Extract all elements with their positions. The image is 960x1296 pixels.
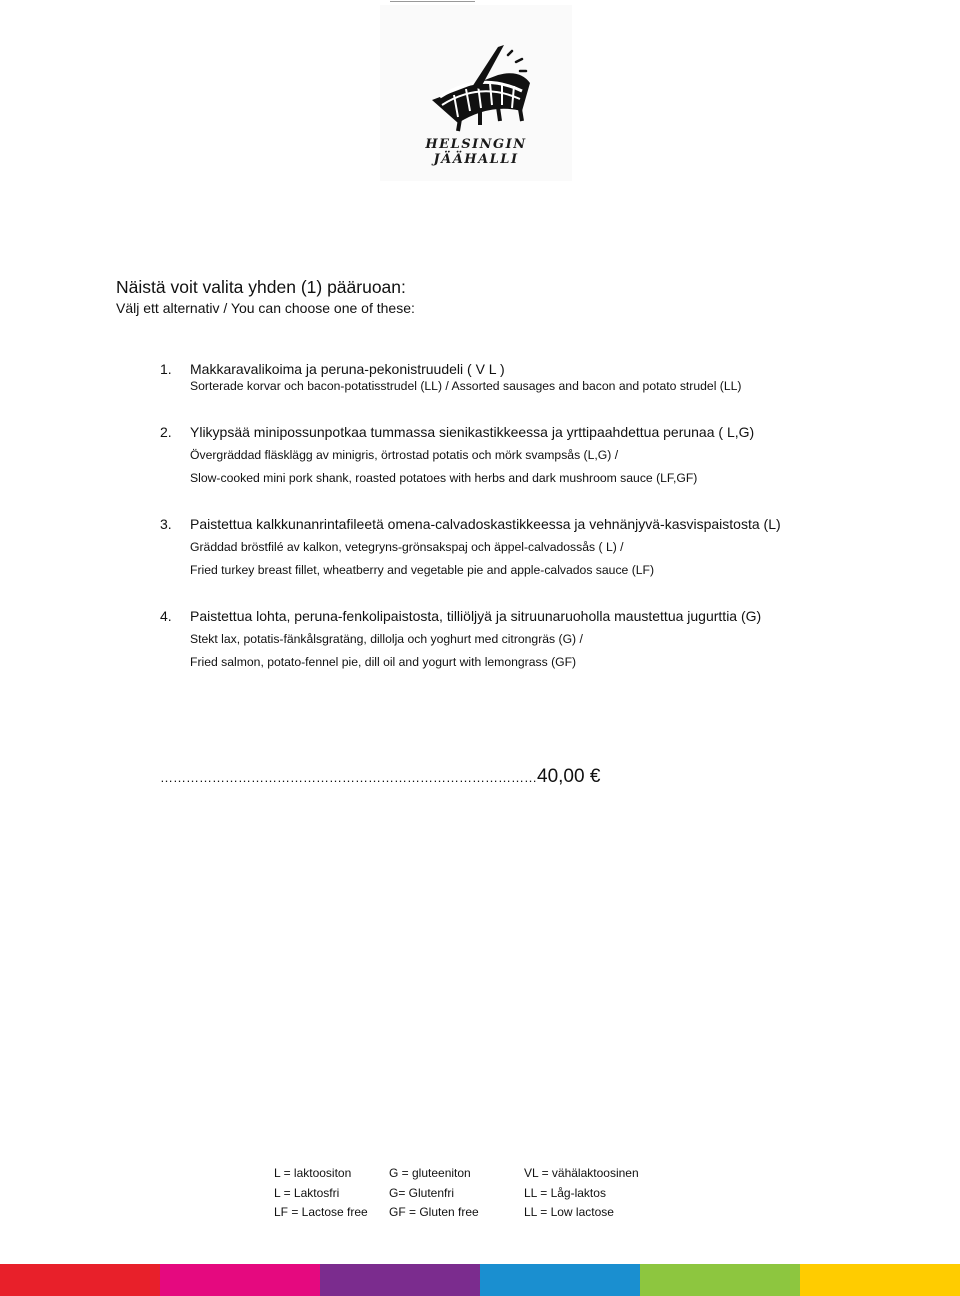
legend-entry: G = gluteeniton [389, 1166, 471, 1180]
item-translation: Övergräddad fläsklägg av minigris, örtrostad potatis och mörk svampsås (L,G) / [190, 448, 619, 462]
menu-heading: Näistä voit valita yhden (1) pääruoan: [116, 277, 406, 297]
item-translation: Fried turkey breast fillet, wheatberry and vegetable pie and apple-calvados sauce (LF) [190, 563, 655, 577]
item-title: Paistettua lohta, peruna-fenkolipaistosta, tilliöljyä ja sitruunaruoholla maustettua jugurttia (G) [190, 608, 762, 624]
top-rule [390, 1, 475, 2]
legend-entry: L = laktoositon [274, 1166, 352, 1180]
footer-color-stripe [320, 1264, 480, 1296]
footer-color-bar [0, 1264, 960, 1296]
legend-entry: LF = Lactose free [274, 1205, 368, 1219]
price-line [160, 766, 600, 788]
logo [380, 5, 572, 181]
price-leader-dots: …………………………………………………………………………… [160, 770, 537, 785]
item-translation: Sorterade korvar och bacon-potatisstrudel (LL) / Assorted sausages and bacon and potato strudel (LL) [190, 379, 742, 393]
item-number: 4. [160, 608, 172, 624]
item-translation: Gräddad bröstfilé av kalkon, vetegryns-grönsakspaj och äppel-calvadossås ( L) / [190, 540, 624, 554]
logo-text: HELSINGIN JÄÄHALLI [425, 137, 527, 167]
price-value: 40,00 € [537, 766, 601, 787]
item-number: 2. [160, 424, 172, 440]
legend-entry: GF = Gluten free [389, 1205, 479, 1219]
footer-color-stripe [640, 1264, 800, 1296]
legend-entry: L = Laktosfri [274, 1186, 340, 1200]
item-translation: Stekt lax, potatis-fänkålsgratäng, dillolja och yoghurt med citrongräs (G) / [190, 632, 583, 646]
footer-color-stripe [0, 1264, 160, 1296]
item-title: Ylikypsää minipossunpotkaa tummassa sienikastikkeessa ja yrttipaahdettua perunaa ( L,G) [190, 424, 755, 440]
menu-subheading: Välj ett alternativ / You can choose one of these: [116, 300, 415, 316]
item-translation: Slow-cooked mini pork shank, roasted potatoes with herbs and dark mushroom sauce (LF,GF) [190, 471, 698, 485]
legend-entry: LL = Låg-laktos [524, 1186, 606, 1200]
item-translation: Fried salmon, potato-fennel pie, dill oil and yogurt with lemongrass (GF) [190, 655, 577, 669]
item-number: 3. [160, 516, 172, 532]
legend-entry: G= Glutenfri [389, 1186, 455, 1200]
item-title: Makkaravalikoima ja peruna-pekonistruudeli ( V L ) [190, 361, 505, 377]
footer-color-stripe [480, 1264, 640, 1296]
item-number: 1. [160, 361, 172, 377]
item-title: Paistettua kalkkunanrintafileetä omena-calvadoskastikkeessa ja vehnänjyvä-kasvispaistosta (L) [190, 516, 781, 532]
footer-color-stripe [160, 1264, 320, 1296]
footer-color-stripe [800, 1264, 960, 1296]
legend-entry: VL = vähälaktoosinen [524, 1166, 639, 1180]
legend-entry: LL = Low lactose [524, 1205, 614, 1219]
